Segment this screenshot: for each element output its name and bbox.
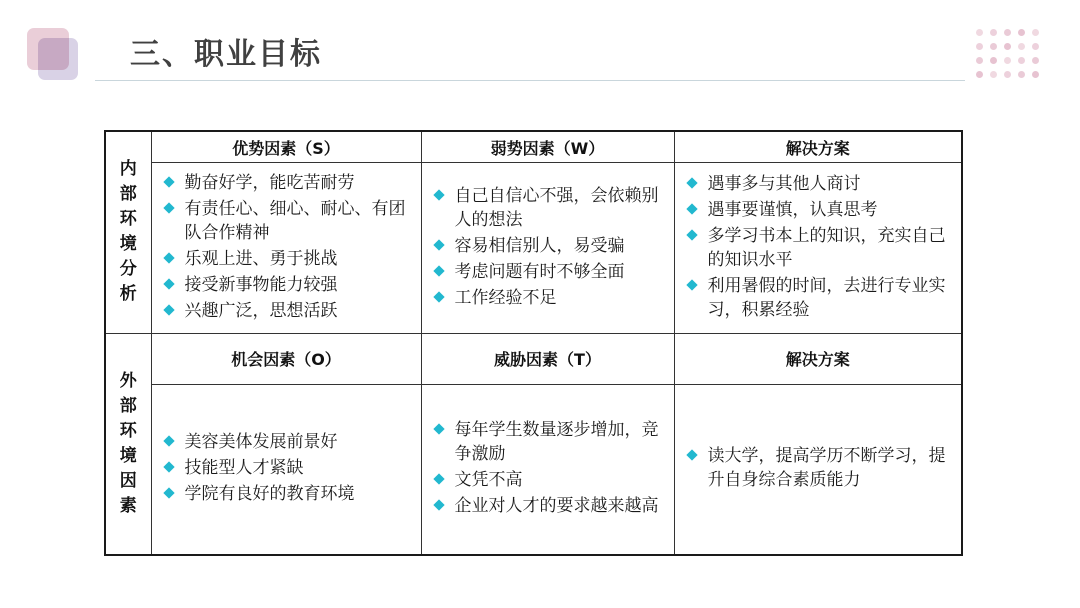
- list-item-text: 多学习书本上的知识，充实自己的知识水平: [707, 225, 946, 270]
- list-item-text: 考虑问题有时不够全面: [454, 261, 625, 282]
- decor-square: [38, 38, 78, 80]
- list-item: [162, 197, 411, 245]
- list-item-text: 遇事要谨慎，认真思考: [707, 199, 878, 220]
- decor-dot: [1004, 57, 1011, 64]
- header-external-solutions: 解决方案: [674, 333, 962, 384]
- page-title: 三、职业目标: [130, 37, 322, 72]
- decor-dot: [990, 71, 997, 78]
- header-weaknesses: 弱势因素（W）: [421, 131, 674, 163]
- diamond-bullet-icon: [686, 203, 697, 214]
- diamond-bullet-icon: [163, 462, 174, 473]
- list-item-text: 自己自信心不强，会依赖别人的想法: [454, 185, 659, 230]
- diamond-bullet-icon: [163, 202, 174, 213]
- diamond-bullet-icon: [433, 265, 444, 276]
- list-item: [685, 274, 952, 322]
- decor-dot: [976, 57, 983, 64]
- decor-dot: [1018, 57, 1025, 64]
- diamond-bullet-icon: [433, 291, 444, 302]
- list-item: [162, 456, 411, 480]
- diamond-bullet-icon: [686, 229, 697, 240]
- list-item: [432, 234, 664, 258]
- list-item: [432, 418, 664, 466]
- diamond-bullet-icon: [163, 278, 174, 289]
- header-strengths: 优势因素（S）: [151, 131, 421, 163]
- decor-dot: [1032, 57, 1039, 64]
- diamond-bullet-icon: [163, 176, 174, 187]
- external-section-label: 外 部 环 境 因 素: [105, 333, 151, 555]
- decor-dot: [1004, 29, 1011, 36]
- list-item: [432, 184, 664, 232]
- decor-dot: [990, 43, 997, 50]
- list-item-text: 读大学，提高学历不断学习，提升自身综合素质能力: [707, 446, 946, 491]
- list-item: [432, 260, 664, 284]
- decor-dot: [1018, 71, 1025, 78]
- list-item: [162, 430, 411, 454]
- list-item-text: 美容美体发展前景好: [184, 432, 338, 453]
- list-item-text: 勤奋好学，能吃苦耐劳: [184, 172, 355, 193]
- list-item: [432, 494, 664, 518]
- diamond-bullet-icon: [163, 436, 174, 447]
- list-item-text: 容易相信别人，易受骗: [454, 235, 625, 256]
- list-item-text: 有责任心、细心、耐心、有团队合作精神: [184, 198, 406, 243]
- weaknesses-cell: [421, 163, 674, 334]
- list-item: [162, 482, 411, 506]
- list-item-text: 利用暑假的时间，去进行专业实习，积累经验: [707, 275, 946, 320]
- decor-dot: [1032, 71, 1039, 78]
- title-divider: [95, 80, 965, 81]
- diamond-bullet-icon: [163, 252, 174, 263]
- decor-dot: [1004, 71, 1011, 78]
- list-item-text: 学院有良好的教育环境: [184, 484, 355, 505]
- list-item: [162, 247, 411, 271]
- header-threats: 威胁因素（T）: [421, 333, 674, 384]
- decor-dot: [1004, 43, 1011, 50]
- opportunities-cell: [151, 384, 421, 555]
- list-item: [162, 273, 411, 297]
- decor-dot: [1018, 43, 1025, 50]
- decor-dot-grid: [976, 29, 1042, 81]
- header-opportunities: 机会因素（O）: [151, 333, 421, 384]
- list-item-text: 工作经验不足: [454, 287, 557, 308]
- list-item: [685, 444, 952, 492]
- decor-dot: [1018, 29, 1025, 36]
- list-item: [162, 299, 411, 323]
- diamond-bullet-icon: [163, 304, 174, 315]
- diamond-bullet-icon: [433, 500, 444, 511]
- internal-solutions-cell: [674, 163, 962, 334]
- decor-dot: [976, 29, 983, 36]
- list-item-text: 企业对人才的要求越来越高: [454, 496, 659, 517]
- list-item-text: 兴趣广泛，思想活跃: [184, 300, 338, 321]
- swot-table: [104, 130, 963, 556]
- list-item: [685, 198, 952, 222]
- diamond-bullet-icon: [433, 189, 444, 200]
- diamond-bullet-icon: [686, 450, 697, 461]
- threats-cell: [421, 384, 674, 555]
- decor-dot: [1032, 29, 1039, 36]
- strengths-cell: [151, 163, 421, 334]
- list-item: [432, 286, 664, 310]
- diamond-bullet-icon: [163, 488, 174, 499]
- list-item-text: 每年学生数量逐步增加，竞争激励: [454, 420, 659, 465]
- list-item: [432, 468, 664, 492]
- external-solutions-cell: [674, 384, 962, 555]
- decor-dot: [976, 71, 983, 78]
- list-item-text: 遇事多与其他人商讨: [707, 173, 861, 194]
- decor-dot: [990, 29, 997, 36]
- list-item: [685, 224, 952, 272]
- diamond-bullet-icon: [686, 177, 697, 188]
- decor-dot: [1032, 43, 1039, 50]
- list-item-text: 接受新事物能力较强: [184, 274, 338, 295]
- list-item-text: 文凭不高: [454, 470, 523, 491]
- header-internal-solutions: 解决方案: [674, 131, 962, 163]
- diamond-bullet-icon: [433, 239, 444, 250]
- internal-section-label: 内 部 环 境 分 析: [105, 131, 151, 333]
- diamond-bullet-icon: [686, 279, 697, 290]
- list-item-text: 技能型人才紧缺: [184, 458, 304, 479]
- list-item: [685, 172, 952, 196]
- list-item: [162, 171, 411, 195]
- diamond-bullet-icon: [433, 424, 444, 435]
- decor-dot: [976, 43, 983, 50]
- list-item-text: 乐观上进、勇于挑战: [184, 248, 338, 269]
- decor-dot: [990, 57, 997, 64]
- diamond-bullet-icon: [433, 474, 444, 485]
